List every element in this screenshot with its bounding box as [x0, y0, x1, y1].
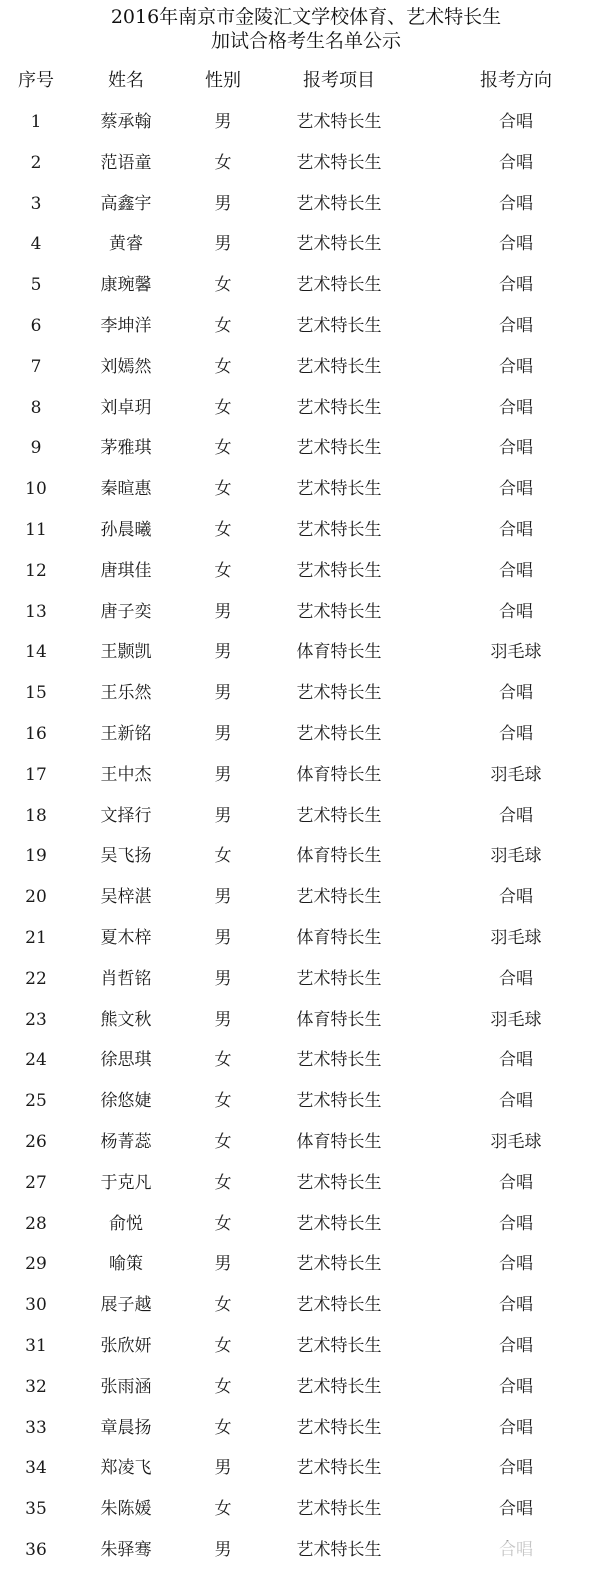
- cell-item: 艺术特长生: [296, 887, 382, 908]
- cell-name: 郑凌飞: [100, 1458, 152, 1479]
- cell-direction: 合唱: [499, 1050, 533, 1071]
- cell-direction: 合唱: [499, 315, 533, 336]
- table-row: [0, 1204, 612, 1245]
- cell-name: 俞悦: [109, 1213, 143, 1234]
- cell-name: 王乐然: [100, 683, 152, 704]
- cell-no: 13: [25, 601, 47, 622]
- cell-name: 刘卓玥: [100, 397, 152, 418]
- cell-no: 30: [25, 1295, 47, 1316]
- cell-no: 17: [25, 764, 47, 785]
- table-row: [0, 673, 612, 714]
- cell-direction: 合唱: [499, 234, 533, 255]
- cell-sex: 女: [214, 1091, 232, 1112]
- cell-no: 11: [25, 519, 47, 540]
- cell-name: 秦暄惠: [100, 479, 152, 500]
- cell-no: 5: [30, 275, 42, 296]
- table-row: [0, 632, 612, 673]
- cell-name: 黄睿: [109, 234, 143, 255]
- cell-direction: 合唱: [499, 275, 533, 296]
- table-row: [0, 1122, 612, 1163]
- cell-direction: 合唱: [499, 683, 533, 704]
- cell-direction: 合唱: [499, 560, 533, 581]
- cell-item: 体育特长生: [296, 1009, 382, 1030]
- table-row: [0, 1244, 612, 1285]
- cell-name: 肖哲铭: [100, 968, 152, 989]
- document-title-line-1: 2016年南京市金陵汇文学校体育、艺术特长生: [110, 6, 502, 28]
- table-row: [0, 1000, 612, 1041]
- table-row: [0, 592, 612, 633]
- cell-no: 35: [25, 1499, 47, 1520]
- cell-direction: 羽毛球: [490, 927, 542, 948]
- cell-sex: 女: [214, 356, 232, 377]
- cell-no: 22: [25, 968, 47, 989]
- cell-no: 28: [25, 1213, 47, 1234]
- cell-no: 36: [25, 1539, 47, 1560]
- cell-sex: 女: [214, 438, 232, 459]
- cell-no: 3: [30, 193, 42, 214]
- table-row: [0, 469, 612, 510]
- cell-direction: 合唱: [499, 356, 533, 377]
- cell-item: 艺术特长生: [296, 519, 382, 540]
- cell-item: 艺术特长生: [296, 805, 382, 826]
- table-row: [0, 184, 612, 225]
- cell-no: 9: [30, 438, 42, 459]
- cell-name: 吴梓湛: [100, 887, 152, 908]
- cell-name: 熊文秋: [100, 1009, 152, 1030]
- cell-sex: 女: [214, 1335, 232, 1356]
- cell-name: 吴飞扬: [100, 846, 152, 867]
- cell-item: 体育特长生: [296, 846, 382, 867]
- cell-direction: 羽毛球: [490, 642, 542, 663]
- cell-sex: 男: [214, 193, 232, 214]
- cell-no: 29: [25, 1254, 47, 1275]
- cell-direction: 合唱: [499, 1499, 533, 1520]
- cell-sex: 女: [214, 1376, 232, 1397]
- cell-direction: 合唱: [499, 1335, 533, 1356]
- cell-sex: 女: [214, 1499, 232, 1520]
- cell-sex: 男: [214, 601, 232, 622]
- cell-sex: 男: [214, 234, 232, 255]
- cell-direction: 合唱: [499, 112, 533, 132]
- table-row: [0, 1489, 612, 1530]
- cell-item: 艺术特长生: [296, 152, 382, 173]
- cell-item: 艺术特长生: [296, 1295, 382, 1316]
- cell-item: 体育特长生: [296, 1131, 382, 1152]
- cell-direction: 合唱: [499, 887, 533, 908]
- header-item: 报考项目: [303, 70, 375, 91]
- table-row: [0, 959, 612, 1000]
- cell-sex: 男: [214, 112, 232, 132]
- table-row: [0, 306, 612, 347]
- cell-direction: 合唱: [499, 1091, 533, 1112]
- table-row: [0, 755, 612, 796]
- cell-sex: 男: [214, 723, 232, 744]
- cell-no: 15: [25, 683, 47, 704]
- cell-item: 艺术特长生: [296, 193, 382, 214]
- cell-direction: 合唱: [499, 1295, 533, 1316]
- cell-sex: 女: [214, 846, 232, 867]
- cell-no: 10: [25, 479, 47, 500]
- table-header: [0, 68, 612, 94]
- cell-item: 艺术特长生: [296, 1172, 382, 1193]
- cell-name: 张雨涵: [100, 1376, 152, 1397]
- cell-sex: 女: [214, 275, 232, 296]
- cell-item: 艺术特长生: [296, 275, 382, 296]
- cell-item: 艺术特长生: [296, 234, 382, 255]
- cell-sex: 女: [214, 1050, 232, 1071]
- table-body: [0, 102, 612, 1571]
- cell-no: 7: [30, 356, 42, 377]
- cell-name: 于克凡: [100, 1172, 152, 1193]
- cell-sex: 女: [214, 519, 232, 540]
- cell-name: 孙晨曦: [100, 519, 152, 540]
- cell-sex: 男: [214, 1458, 232, 1479]
- cell-item: 艺术特长生: [296, 1417, 382, 1438]
- cell-no: 27: [25, 1172, 47, 1193]
- cell-name: 王新铭: [100, 723, 152, 744]
- cell-no: 21: [25, 927, 47, 948]
- cell-item: 艺术特长生: [296, 1499, 382, 1520]
- cell-item: 艺术特长生: [296, 438, 382, 459]
- cell-sex: 男: [214, 968, 232, 989]
- cell-item: 艺术特长生: [296, 1213, 382, 1234]
- cell-name: 文择行: [100, 805, 152, 826]
- table-row: [0, 714, 612, 755]
- cell-direction: 合唱: [499, 601, 533, 622]
- header-sex: 性别: [205, 70, 241, 91]
- table-row: [0, 143, 612, 184]
- table-row: [0, 836, 612, 877]
- cell-direction: 合唱: [499, 723, 533, 744]
- cell-name: 王颢凯: [100, 642, 152, 663]
- cell-direction: 合唱: [499, 1458, 533, 1479]
- cell-name: 茅雅琪: [100, 438, 152, 459]
- cell-no: 20: [25, 887, 47, 908]
- header-direction: 报考方向: [480, 70, 552, 91]
- cell-name: 高鑫宇: [100, 193, 152, 214]
- table-row: [0, 428, 612, 469]
- cell-name: 章晨扬: [100, 1417, 152, 1438]
- cell-item: 艺术特长生: [296, 356, 382, 377]
- cell-no: 31: [25, 1335, 47, 1356]
- cell-no: 12: [25, 560, 47, 581]
- table-row: [0, 877, 612, 918]
- header-no: 序号: [18, 70, 54, 91]
- cell-name: 范语童: [100, 152, 152, 173]
- table-row: [0, 1367, 612, 1408]
- document-title-line-2: 加试合格考生名单公示: [210, 30, 401, 52]
- cell-no: 33: [25, 1417, 47, 1438]
- watermark-overlay: [490, 1541, 550, 1567]
- cell-name: 李坤洋: [100, 315, 152, 336]
- table-row: [0, 796, 612, 837]
- table-row: [0, 102, 612, 143]
- cell-direction: 合唱: [499, 438, 533, 459]
- cell-sex: 男: [214, 764, 232, 785]
- table-row: [0, 265, 612, 306]
- cell-no: 14: [25, 642, 47, 663]
- cell-direction: 合唱: [499, 1376, 533, 1397]
- cell-item: 艺术特长生: [296, 1376, 382, 1397]
- cell-direction: 羽毛球: [490, 1009, 542, 1030]
- cell-direction: 合唱: [499, 479, 533, 500]
- cell-no: 23: [25, 1009, 47, 1030]
- cell-sex: 男: [214, 1254, 232, 1275]
- table-row: [0, 510, 612, 551]
- cell-no: 16: [25, 723, 47, 744]
- cell-no: 34: [25, 1458, 47, 1479]
- cell-direction: 合唱: [499, 1417, 533, 1438]
- cell-name: 杨菁蕊: [100, 1131, 152, 1152]
- cell-sex: 女: [214, 1172, 232, 1193]
- cell-name: 蔡承翰: [100, 112, 152, 132]
- cell-no: 26: [25, 1131, 47, 1152]
- cell-item: 体育特长生: [296, 927, 382, 948]
- cell-direction: 羽毛球: [490, 764, 542, 785]
- cell-sex: 男: [214, 683, 232, 704]
- cell-sex: 男: [214, 1539, 232, 1560]
- cell-name: 张欣妍: [100, 1335, 152, 1356]
- cell-direction: 合唱: [499, 519, 533, 540]
- cell-sex: 男: [214, 642, 232, 663]
- cell-name: 王中杰: [100, 764, 152, 785]
- cell-name: 徐思琪: [100, 1050, 152, 1071]
- table-row: [0, 1163, 612, 1204]
- cell-direction: 羽毛球: [490, 846, 542, 867]
- table-row: [0, 1081, 612, 1122]
- cell-no: 4: [30, 234, 42, 255]
- cell-item: 艺术特长生: [296, 968, 382, 989]
- table-row: [0, 1326, 612, 1367]
- cell-item: 艺术特长生: [296, 479, 382, 500]
- table-row: [0, 1448, 612, 1489]
- cell-no: 25: [25, 1091, 47, 1112]
- cell-item: 艺术特长生: [296, 1458, 382, 1479]
- cell-item: 艺术特长生: [296, 723, 382, 744]
- cell-direction: 羽毛球: [490, 1131, 542, 1152]
- cell-name: 喻策: [109, 1254, 143, 1275]
- cell-name: 康琬馨: [100, 275, 152, 296]
- cell-direction: 合唱: [499, 193, 533, 214]
- table-row: [0, 224, 612, 265]
- cell-item: 体育特长生: [296, 642, 382, 663]
- cell-no: 24: [25, 1050, 47, 1071]
- cell-no: 1: [30, 112, 42, 132]
- cell-item: 艺术特长生: [296, 397, 382, 418]
- cell-item: 艺术特长生: [296, 1539, 382, 1560]
- table-row: [0, 347, 612, 388]
- cell-direction: 合唱: [499, 1254, 533, 1275]
- cell-sex: 女: [214, 1417, 232, 1438]
- cell-item: 艺术特长生: [296, 1091, 382, 1112]
- header-name: 姓名: [108, 70, 144, 91]
- cell-sex: 女: [214, 560, 232, 581]
- cell-name: 朱驿骞: [100, 1539, 152, 1560]
- cell-item: 艺术特长生: [296, 560, 382, 581]
- cell-direction: 合唱: [499, 1172, 533, 1193]
- cell-sex: 女: [214, 479, 232, 500]
- cell-direction: 合唱: [499, 1213, 533, 1234]
- table-row: [0, 388, 612, 429]
- cell-name: 展子越: [100, 1295, 152, 1316]
- cell-item: 艺术特长生: [296, 112, 382, 132]
- cell-direction: 合唱: [499, 805, 533, 826]
- cell-name: 唐琪佳: [100, 560, 152, 581]
- cell-sex: 男: [214, 887, 232, 908]
- cell-name: 刘嫣然: [100, 356, 152, 377]
- cell-sex: 女: [214, 1295, 232, 1316]
- table-row: [0, 1285, 612, 1326]
- cell-sex: 男: [214, 927, 232, 948]
- cell-sex: 女: [214, 1213, 232, 1234]
- cell-name: 唐子奕: [100, 601, 152, 622]
- cell-direction: 合唱: [499, 397, 533, 418]
- cell-sex: 女: [214, 1131, 232, 1152]
- cell-item: 艺术特长生: [296, 315, 382, 336]
- cell-no: 32: [25, 1376, 47, 1397]
- cell-name: 朱陈媛: [100, 1499, 152, 1520]
- cell-sex: 女: [214, 315, 232, 336]
- cell-sex: 女: [214, 397, 232, 418]
- cell-item: 艺术特长生: [296, 683, 382, 704]
- table-row: [0, 918, 612, 959]
- cell-no: 18: [25, 805, 47, 826]
- cell-sex: 男: [214, 805, 232, 826]
- cell-name: 夏木梓: [100, 927, 152, 948]
- cell-no: 2: [30, 152, 42, 173]
- cell-item: 艺术特长生: [296, 1335, 382, 1356]
- cell-no: 6: [30, 315, 42, 336]
- cell-no: 19: [25, 846, 47, 867]
- table-row: [0, 551, 612, 592]
- cell-no: 8: [30, 397, 42, 418]
- cell-item: 艺术特长生: [296, 1254, 382, 1275]
- cell-item: 体育特长生: [296, 764, 382, 785]
- table-row: [0, 1040, 612, 1081]
- cell-item: 艺术特长生: [296, 1050, 382, 1071]
- cell-sex: 女: [214, 152, 232, 173]
- cell-direction: 合唱: [499, 968, 533, 989]
- cell-direction: 合唱: [499, 152, 533, 173]
- cell-item: 艺术特长生: [296, 601, 382, 622]
- cell-name: 徐悠婕: [100, 1091, 152, 1112]
- table-row: [0, 1408, 612, 1449]
- cell-sex: 男: [214, 1009, 232, 1030]
